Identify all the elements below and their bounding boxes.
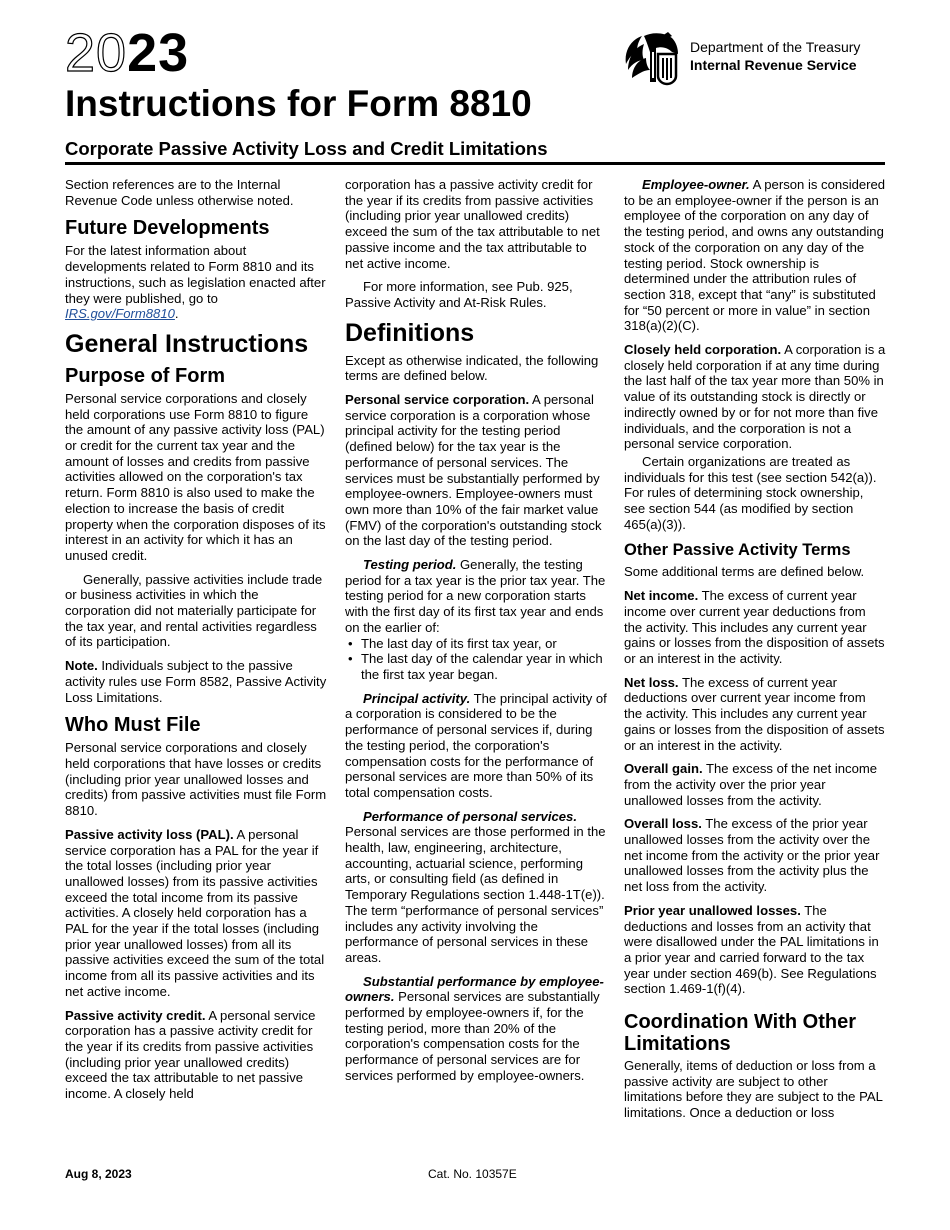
overall-loss-label: Overall loss. (624, 816, 702, 832)
agency-text (690, 38, 860, 74)
column-left (65, 177, 327, 1110)
employee-owner-paragraph (624, 177, 886, 334)
purpose-of-form-heading: Purpose of Form (65, 364, 226, 387)
performance-label: Performance of personal services. (363, 808, 577, 824)
substantial-performance-paragraph (345, 974, 607, 1084)
psc-paragraph (345, 392, 607, 549)
footer-date: Aug 8, 2023 (65, 1167, 132, 1181)
who-must-file-text: Personal service corporations and closely held corporations that have losses or credits (including prior year unallowed losses and credits) from passive activities must file Form 8810. (65, 740, 327, 819)
principal-activity-paragraph (345, 691, 607, 801)
overall-gain-paragraph (624, 761, 886, 808)
pac-label: Passive activity credit. (65, 1007, 206, 1023)
employee-owner-text: A person is considered to be an employee-owner if the person is an employee of the corporation on any day of the testing period, and owns any outstanding stock of the corporation on any day of the testing period. Stock ownership is determined under the attribution rules of section 318, except that “any” is substituted for “50 percent or more in value” in section 318(a)(2)(C). (624, 177, 886, 334)
closely-held-paragraph (624, 342, 886, 452)
net-loss-text: The excess of current year deductions over current year income from the activity. This includes any current year gains or losses from the disposition of assets or an interest in the activity. (624, 674, 885, 753)
net-income-text: The excess of current year income over current year deductions from the activity. This includes any current year gains or losses from the disposition of assets or an interest in the activity. (624, 588, 885, 666)
irs-eagle-logo-icon (622, 30, 686, 86)
closely-held-label: Closely held corporation. (624, 342, 782, 358)
psc-label: Personal service corporation. (345, 392, 530, 408)
note-label: Note. (65, 658, 98, 674)
pac-text: A personal service corporation has a passive activity credit for the year if its credits from passive activities (including prior year unallowed credits) exceed the tax attributable to net passive income. A closely held (65, 1007, 316, 1102)
purpose-paragraph-1: Personal service corporations and closely held corporations use Form 8810 to figure the amount of any passive activity loss (PAL) or credit for the current tax year and the amount of losses and credits from passive activities allowed on the corporation's tax return. Form 8810 is also used to make the election to increase the basis of credit property when the corporation disposes of its interest in an activity for which it has an unused credit. (65, 390, 326, 563)
prior-year-unallowed-label: Prior year unallowed losses. (624, 902, 801, 918)
net-loss-label: Net loss. (624, 674, 679, 690)
irs-form-8810-link[interactable]: IRS.gov/Form8810 (65, 306, 175, 322)
net-income-paragraph (624, 588, 886, 667)
list-item: • The last day of its first tax year, or (345, 636, 607, 652)
note-paragraph (65, 658, 327, 705)
closely-held-text: A corporation is a closely held corporation if at any time during the last half of the tax year more than 50% in value of its outstanding stock is directly or indirectly owned by or for not more than five individuals, and the corporation is not a personal service corporation. (624, 342, 886, 452)
header-rule (65, 162, 885, 165)
overall-gain-text: The excess of the net income from the activity over the prior year unallowed losses from the activity. (624, 761, 878, 808)
testing-period-list (345, 636, 607, 683)
who-must-file-heading: Who Must File (65, 714, 201, 737)
note-text: Individuals subject to the passive activity rules use Form 8582, Passive Activity Loss Limitations. (65, 658, 327, 705)
coordination-heading: Coordination With Other Limitations (624, 1011, 857, 1056)
overall-gain-label: Overall gain. (624, 761, 703, 777)
pac-paragraph (65, 1008, 327, 1102)
section-references-note: Section references are to the Internal Revenue Code unless otherwise noted. (65, 177, 294, 208)
principal-activity-text: The principal activity of a corporation is considered to be the performance of personal services if, during the testing period, the corporation's compensation costs for the performance of personal services are more than 50% of its total compensation costs. (345, 690, 607, 800)
other-terms-heading: Other Passive Activity Terms (624, 541, 851, 560)
overall-loss-text: The excess of the prior year unallowed losses from the activity over the net income from the activity or the prior year unallowed losses from the activity plus the net loss from the activity. (624, 816, 880, 895)
substantial-performance-label: Substantial performance by employee-owners. (345, 973, 604, 1005)
future-developments-heading: Future Developments (65, 217, 270, 240)
net-income-label: Net income. (624, 588, 699, 604)
pal-text: A personal service corporation has a PAL for the year if the total losses (including prior year unallowed losses) from its passive activities exceed the total income from its passive activities. A closely held corporation has a PAL for the year if the total losses (including prior year unallowed losses) from all its passive activities exceed the sum of the total income from all its passive activities and its net active income. (65, 826, 325, 999)
purpose-paragraph-2: Generally, passive activities include trade or business activities in which the corporation did not materially participate for the tax year, and rental activities regardless of its participation. (65, 571, 323, 650)
footer-catalog-number: Cat. No. 10357E (428, 1167, 517, 1181)
performance-text: Personal services are those performed in the health, law, engineering, architecture, accounting, actuarial science, performing arts, or consulting field (as defined in Temporary Regulations section 1.448-1T(e)). The term “performance of personal services” includes any activity involving the performance of personal services in these areas. (345, 824, 606, 965)
agency-block (622, 30, 860, 86)
other-terms-intro: Some additional terms are defined below. (624, 564, 865, 580)
pac-continuation: corporation has a passive activity credit for the year if its credits from passive activities (including prior year unallowed credits) exceed the sum of the tax attributable to net passive income and the tax attributable to net active income. (345, 177, 600, 271)
general-instructions-heading: General Instructions (65, 329, 309, 358)
prior-year-unallowed-text: The deductions and losses from an activity that were disallowed under the PAL limitations in a prior year and carried forward to the tax year under section 469(b). See Regulations section 1.469-1(f)(4). (624, 902, 879, 997)
year-outline-digits: 20 (65, 23, 128, 83)
future-developments-text (65, 243, 327, 322)
future-developments-end: . (174, 306, 179, 322)
pal-label: Passive activity loss (PAL). (65, 826, 234, 842)
performance-paragraph (345, 809, 607, 966)
psc-text: A personal service corporation is a corporation whose principal activity for the testing period (defined below) for the tax year is the performance of personal services. The services must be substantially performed by employee-owners. Employee-owners must own more than 10% of the fair market value (FMV) of the corporation's outstanding stock on the last day of the testing period. (345, 392, 602, 549)
net-loss-paragraph (624, 675, 886, 754)
employee-owner-label: Employee-owner. (642, 177, 750, 192)
page-title: Instructions for Form 8810 (65, 83, 532, 124)
coordination-text: Generally, items of deduction or loss from a passive activity are subject to other limitations before they are subject to the PAL limitations. Once a deduction or loss (624, 1058, 883, 1121)
testing-period-text: Generally, the testing period for a tax year is the prior tax year. The testing period for a new corporation starts with the first day of its first tax year and ends on the earlier of: (345, 557, 606, 635)
future-developments-body: For the latest information about developments related to Form 8810 and its instructions, such as legislation enacted after they were published, go to (65, 243, 326, 306)
substantial-performance-text: Personal services are substantially performed by employee-owners if, for the testing period, more than 20% of the corporation's compensation costs for the performance of personal services are for services performed by employee-owners. (345, 989, 600, 1083)
testing-period-label: Testing period. (363, 557, 457, 573)
agency-irs: Internal Revenue Service (690, 57, 857, 73)
certain-organizations-paragraph: Certain organizations are treated as individuals for this test (see section 542(a)). For rules of determining stock ownership, see section 544 (as modified by section 465(a)(3)). (624, 453, 877, 532)
more-info-paragraph: For more information, see Pub. 925, Passive Activity and At-Risk Rules. (345, 279, 573, 310)
testing-period-paragraph (345, 557, 607, 636)
year-bold-digits: 23 (127, 23, 190, 83)
column-middle (345, 177, 607, 1092)
form-year (65, 23, 190, 83)
pal-paragraph (65, 827, 327, 1000)
list-item: • The last day of the calendar year in which the first tax year began. (345, 651, 607, 682)
definitions-heading: Definitions (345, 318, 475, 347)
agency-department: Department of the Treasury (690, 39, 861, 55)
page-subtitle: Corporate Passive Activity Loss and Credit Limitations (65, 138, 548, 159)
definitions-intro: Except as otherwise indicated, the following terms are defined below. (345, 352, 599, 384)
principal-activity-label: Principal activity. (363, 690, 471, 706)
overall-loss-paragraph (624, 816, 886, 895)
column-right (624, 177, 886, 1129)
prior-year-unallowed-paragraph (624, 903, 886, 997)
